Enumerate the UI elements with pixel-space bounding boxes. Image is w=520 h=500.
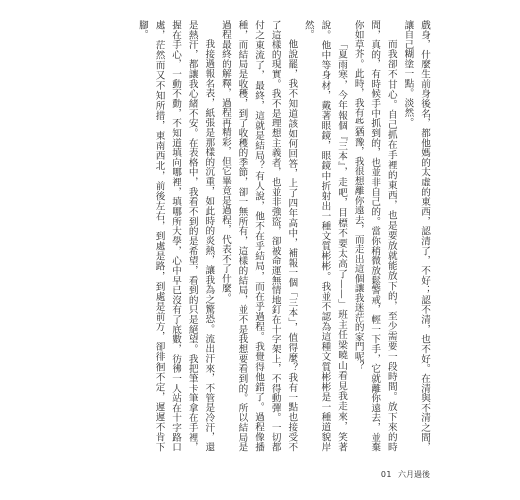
body-text: [87, 20, 432, 452]
page-number: 01: [380, 470, 392, 479]
paragraph-4: 他說罷，我不知道該如何回答，上了四年高中，補報一個「三本」，值得麼？我有一點也接受不了這樣的現實。我不是理想主義者，也並非強盜，卻被命運無情地釘在十字架上，不得動彈。一切都付之東流了，最終，這就是結局？有人說，他不在乎結局，而在乎過程。我覺得他錯了。過程像播種，而結局是收穫，到了收穫的季節，卻一無所有，這樣的結局，並不是我想要看到的。所以結局是過程最終的解釋，過程再精彩，但它畢竟是過程，代表不了什麼。: [219, 20, 298, 452]
page-footer: [381, 469, 430, 480]
paragraph-2: 而我卻不甘心。自己抓在手裡的東西，也是要放就能放下的，至少需要一段時間。放下來的時間，真的，有時候手中抓到的，也並非自己的。當你稍微放鬆警戒，輕一下手，它就離你遠去，並棄你如草芥。此時，我有些猶豫，我很想離你遠去，而走出這個讓我迷茫的家門呢？: [352, 20, 397, 452]
paragraph-1: 戲身，什麼生前身後名，都他媽的太虛的東西，認清了，不好；認不清，也不好。在清與不清之間，讓自己糊塗一點。淡然。: [402, 20, 430, 452]
paragraph-3: 「夏雨寒，今年報個『三本』，走吧，目標不要太高了——」班主任梁曉山看見我走來，笑著說。他中等身材，戴著眼鏡，眼鏡中折射出一種文質彬彬。我並不認為這種文質彬彬是一種道貌岸然。: [302, 20, 348, 452]
paragraph-5: 我接過報名表，紙張是那樣的沉重，如此時的炎熱，讓我為之驚恐。流出汗來，不管是冷汗，還是熱汗，都讓我心緒不安。在表格中，我看不到的是希望，看到的只是絕望。我把筆卡筆拿在手裡，握在手心，一動不動，不知道填向哪裡，填哪所大學，心中早已沒有了底數，彷彿一人站在十字路口處，茫然而又不知所措，東南西北，前後左右，到處是路，到處是前方，卻徘徊不定，遲遲不肯下腳。: [136, 20, 215, 452]
running-title: 六月過後: [398, 470, 430, 479]
